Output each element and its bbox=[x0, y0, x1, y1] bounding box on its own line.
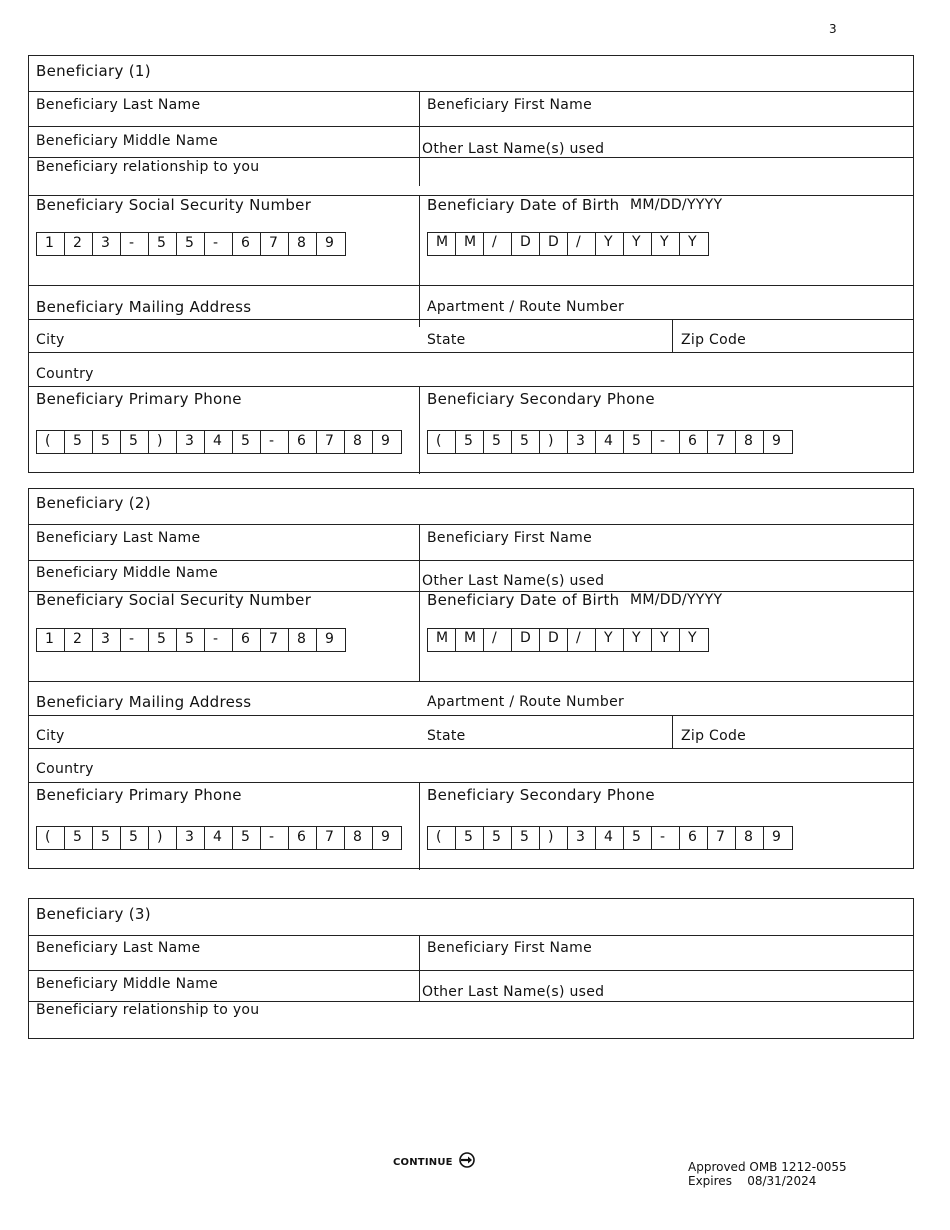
phone-char: ( bbox=[37, 431, 65, 453]
ssn-char: 5 bbox=[177, 629, 205, 651]
phone-char: 5 bbox=[456, 827, 484, 849]
phone-char: 7 bbox=[708, 431, 736, 453]
other-last-names-label: Other Last Name(s) used bbox=[422, 573, 605, 589]
ssn-label: Beneficiary Social Security Number bbox=[36, 591, 312, 609]
dob-char: Y bbox=[652, 233, 680, 255]
ssn-char: 7 bbox=[261, 233, 289, 255]
ssn-char: 3 bbox=[93, 629, 121, 651]
continue-button[interactable] bbox=[393, 1152, 475, 1172]
ssn-char: - bbox=[205, 233, 233, 255]
primary-phone-label: Beneficiary Primary Phone bbox=[36, 786, 242, 804]
dob-char: D bbox=[540, 629, 568, 651]
ssn-char: 7 bbox=[261, 629, 289, 651]
dob-char: M bbox=[456, 233, 484, 255]
mailing-address-label: Beneficiary Mailing Address bbox=[36, 693, 252, 711]
expiration bbox=[688, 1174, 847, 1188]
primary-phone-input[interactable] bbox=[36, 826, 402, 850]
phone-char: ) bbox=[540, 827, 568, 849]
last-name-label: Beneficiary Last Name bbox=[36, 97, 201, 113]
dob-format-hint: MM/DD/YYYY bbox=[630, 592, 723, 608]
ssn-input[interactable] bbox=[36, 628, 346, 652]
phone-char: 6 bbox=[289, 431, 317, 453]
phone-char: 7 bbox=[317, 431, 345, 453]
dob-char: Y bbox=[652, 629, 680, 651]
ssn-char: 1 bbox=[37, 629, 65, 651]
phone-char: 4 bbox=[205, 431, 233, 453]
phone-char: 4 bbox=[205, 827, 233, 849]
mailing-address-label: Beneficiary Mailing Address bbox=[36, 298, 252, 316]
page-number: 3 bbox=[829, 22, 837, 36]
zip-code-label: Zip Code bbox=[681, 728, 747, 744]
phone-char: 5 bbox=[93, 827, 121, 849]
dob-char: M bbox=[456, 629, 484, 651]
beneficiary-3-section bbox=[28, 898, 914, 1039]
phone-char: 5 bbox=[484, 827, 512, 849]
section-title: Beneficiary (3) bbox=[36, 905, 151, 923]
ssn-char: 6 bbox=[233, 629, 261, 651]
phone-char: 5 bbox=[512, 827, 540, 849]
phone-char: - bbox=[261, 431, 289, 453]
phone-char: 8 bbox=[736, 431, 764, 453]
phone-char: ( bbox=[428, 431, 456, 453]
ssn-char: - bbox=[205, 629, 233, 651]
phone-char: 5 bbox=[65, 827, 93, 849]
phone-char: ( bbox=[428, 827, 456, 849]
phone-char: 3 bbox=[568, 431, 596, 453]
phone-char: 6 bbox=[680, 431, 708, 453]
ssn-char: 5 bbox=[177, 233, 205, 255]
phone-char: 9 bbox=[772, 829, 781, 845]
phone-char: 9 bbox=[381, 829, 390, 845]
omb-number: Approved OMB 1212-0055 bbox=[688, 1160, 847, 1174]
phone-char: 9 bbox=[772, 433, 781, 449]
dob-label: Beneficiary Date of Birth bbox=[427, 591, 620, 609]
phone-char: - bbox=[261, 827, 289, 849]
continue-label: CONTINUE bbox=[393, 1156, 453, 1168]
ssn-char: 5 bbox=[149, 233, 177, 255]
secondary-phone-input[interactable] bbox=[427, 430, 793, 454]
secondary-phone-input[interactable] bbox=[427, 826, 793, 850]
city-label: City bbox=[36, 728, 65, 744]
dob-char: Y bbox=[596, 233, 624, 255]
dob-char: D bbox=[540, 233, 568, 255]
phone-char: 7 bbox=[708, 827, 736, 849]
phone-char: 5 bbox=[121, 431, 149, 453]
phone-char: 5 bbox=[65, 431, 93, 453]
dob-char: Y bbox=[688, 630, 697, 646]
ssn-char: 8 bbox=[289, 233, 317, 255]
phone-char: 3 bbox=[177, 827, 205, 849]
apartment-label: Apartment / Route Number bbox=[427, 299, 625, 315]
phone-char: 8 bbox=[736, 827, 764, 849]
ssn-char: - bbox=[121, 233, 149, 255]
dob-label: Beneficiary Date of Birth bbox=[427, 196, 620, 214]
middle-name-label: Beneficiary Middle Name bbox=[36, 565, 219, 581]
phone-char: ( bbox=[37, 827, 65, 849]
country-label: Country bbox=[36, 761, 94, 777]
phone-char: - bbox=[652, 431, 680, 453]
phone-char: 5 bbox=[624, 827, 652, 849]
phone-char: 5 bbox=[121, 827, 149, 849]
phone-char: ) bbox=[149, 431, 177, 453]
phone-char: 5 bbox=[233, 827, 261, 849]
phone-char: 9 bbox=[381, 433, 390, 449]
secondary-phone-label: Beneficiary Secondary Phone bbox=[427, 786, 655, 804]
dob-char: / bbox=[484, 629, 512, 651]
first-name-label: Beneficiary First Name bbox=[427, 530, 592, 546]
last-name-label: Beneficiary Last Name bbox=[36, 940, 201, 956]
dob-format-hint: MM/DD/YYYY bbox=[630, 197, 723, 213]
beneficiary-2-section bbox=[28, 488, 914, 869]
dob-input[interactable] bbox=[427, 628, 709, 652]
phone-char: 5 bbox=[484, 431, 512, 453]
dob-char: D bbox=[512, 629, 540, 651]
section-title: Beneficiary (2) bbox=[36, 494, 151, 512]
ssn-char: 8 bbox=[289, 629, 317, 651]
other-last-names-label: Other Last Name(s) used bbox=[422, 141, 605, 157]
primary-phone-input[interactable] bbox=[36, 430, 402, 454]
phone-char: 6 bbox=[289, 827, 317, 849]
arrow-right-circle-icon bbox=[459, 1152, 475, 1172]
phone-char: 6 bbox=[680, 827, 708, 849]
dob-char: Y bbox=[596, 629, 624, 651]
middle-name-label: Beneficiary Middle Name bbox=[36, 133, 219, 149]
phone-char: 3 bbox=[568, 827, 596, 849]
other-last-names-label: Other Last Name(s) used bbox=[422, 984, 605, 1000]
ssn-char: 6 bbox=[233, 233, 261, 255]
last-name-label: Beneficiary Last Name bbox=[36, 530, 201, 546]
dob-char: D bbox=[512, 233, 540, 255]
dob-input[interactable] bbox=[427, 232, 709, 256]
phone-char: - bbox=[652, 827, 680, 849]
phone-char: 4 bbox=[596, 431, 624, 453]
dob-char: / bbox=[568, 233, 596, 255]
dob-char: M bbox=[428, 233, 456, 255]
secondary-phone-label: Beneficiary Secondary Phone bbox=[427, 390, 655, 408]
apartment-label: Apartment / Route Number bbox=[427, 694, 625, 710]
omb-approval bbox=[688, 1160, 847, 1188]
phone-char: 5 bbox=[456, 431, 484, 453]
ssn-label: Beneficiary Social Security Number bbox=[36, 196, 312, 214]
ssn-char: 2 bbox=[65, 629, 93, 651]
dob-char: M bbox=[428, 629, 456, 651]
beneficiary-1-section bbox=[28, 55, 914, 473]
phone-char: 5 bbox=[624, 431, 652, 453]
phone-char: 5 bbox=[93, 431, 121, 453]
city-label: City bbox=[36, 332, 65, 348]
phone-char: 8 bbox=[345, 827, 373, 849]
middle-name-label: Beneficiary Middle Name bbox=[36, 976, 219, 992]
ssn-char: - bbox=[121, 629, 149, 651]
section-title: Beneficiary (1) bbox=[36, 62, 151, 80]
ssn-char: 3 bbox=[93, 233, 121, 255]
first-name-label: Beneficiary First Name bbox=[427, 97, 592, 113]
phone-char: 8 bbox=[345, 431, 373, 453]
primary-phone-label: Beneficiary Primary Phone bbox=[36, 390, 242, 408]
ssn-char: 9 bbox=[325, 631, 334, 647]
first-name-label: Beneficiary First Name bbox=[427, 940, 592, 956]
dob-char: Y bbox=[624, 233, 652, 255]
phone-char: 5 bbox=[233, 431, 261, 453]
relationship-label: Beneficiary relationship to you bbox=[36, 159, 260, 175]
ssn-char: 9 bbox=[325, 235, 334, 251]
phone-char: 3 bbox=[177, 431, 205, 453]
dob-char: / bbox=[568, 629, 596, 651]
phone-char: ) bbox=[540, 431, 568, 453]
ssn-char: 2 bbox=[65, 233, 93, 255]
phone-char: 5 bbox=[512, 431, 540, 453]
zip-code-label: Zip Code bbox=[681, 332, 747, 348]
phone-char: 4 bbox=[596, 827, 624, 849]
state-label: State bbox=[427, 332, 466, 348]
ssn-char: 5 bbox=[149, 629, 177, 651]
phone-char: 7 bbox=[317, 827, 345, 849]
expires-label: Expires bbox=[688, 1174, 732, 1188]
dob-char: / bbox=[484, 233, 512, 255]
ssn-input[interactable] bbox=[36, 232, 346, 256]
expires-date: 08/31/2024 bbox=[747, 1174, 817, 1188]
state-label: State bbox=[427, 728, 466, 744]
country-label: Country bbox=[36, 366, 94, 382]
dob-char: Y bbox=[624, 629, 652, 651]
relationship-label: Beneficiary relationship to you bbox=[36, 1002, 260, 1018]
phone-char: ) bbox=[149, 827, 177, 849]
ssn-char: 1 bbox=[37, 233, 65, 255]
dob-char: Y bbox=[688, 234, 697, 250]
